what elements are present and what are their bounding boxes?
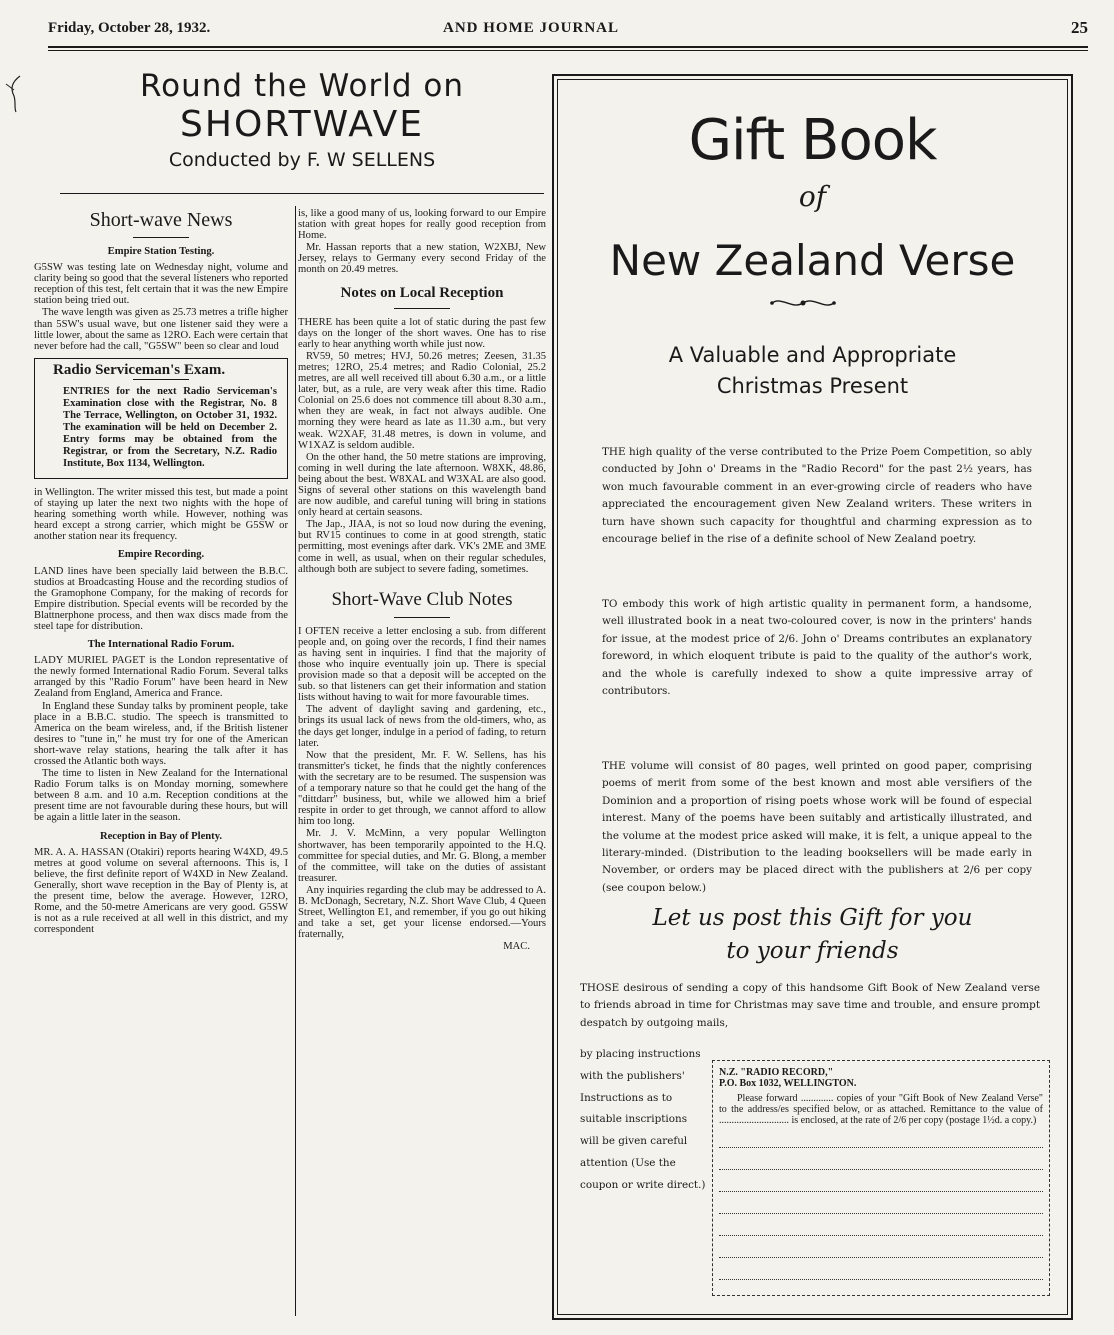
subhead-bay-of-plenty: Reception in Bay of Plenty. [99, 830, 223, 842]
column-2 [298, 208, 546, 953]
section-title-local: Notes on Local Reception [340, 284, 504, 301]
article-paragraph: The time to listen in New Zealand for the International Radio Forum talks is on Monday morning, somewhere between 8 a.m. and 10 a.m. Reception conditions at the present time are not favourable during these hours, but will be again a little later in the season. [34, 768, 288, 824]
ad-title-of: of [798, 180, 827, 213]
ad-callout [554, 902, 1071, 968]
column-1 [34, 204, 288, 936]
subhead-empire-recording: Empire Recording. [117, 549, 205, 561]
coupon-heading-2: P.O. Box 1032, WELLINGTON. [719, 1078, 857, 1089]
article-paragraph: On the other hand, the 50 metre stations are improving, coming in well during the late afternoon. W8XK, 48.86, being about the best. W8XAL and W3XAL are also good. Signs of several other stations on this wavelength band are now audible, and careful tuning will bring in stations only heard at certain seasons. [298, 451, 546, 519]
header-rule-thin [48, 50, 1088, 51]
article-paragraph: in Wellington. The writer missed this test, but made a point of staying up later the next two nights with the hope of hearing something worth while. However, nothing was heard except a strong carrier, which might be G5SW or another station near its frequency. [34, 486, 288, 543]
exam-notice-text: ENTRIES for the next Radio Serviceman's Examination close with the Registrar, No. 8 The Terrace, Wellington, on October 31, 1932. The examination will be held on December 2. Entry forms may be obtained from the Registrar, or from the Secretary, N.Z. Radio Institute, Box 1134, Wellington. [63, 385, 277, 469]
ad-callout-line-1: Let us post this Gift for you [652, 905, 973, 931]
article-paragraph: RV59, 50 metres; HVJ, 50.26 metres; Zeesen, 31.35 metres; 12RO, 25.4 metres; and Radio Colonial, 25.2 metres, are all well received till about 6.30 a.m., or a little later, but, as a rule, are very weak after this time. Radio Colonial on 25.6 does not commence till about 8.30 a.m., when they are weak, in fact not always audible. One morning they were heard as late as 11.30 a.m., but very weak. W2XAF, 31.48 metres, is down in volume, and W1XAZ is seldom audible. [298, 350, 546, 451]
ad-paragraph: THE high quality of the verse contributed to the Prize Poem Competition, so ably conducted by John o' Dreams in the "Radio Record" for the past 2½ years, has won much favourable comment in an ever-growing circle of readers who have appreciated the encouragement given New Zealand writers. These writers in turn have shown such capacity for thoughtful and charming expression as to encourage belief in the rise of a definite school of New Zealand poetry. [602, 446, 1032, 546]
article-paragraph: The wave length was given as 25.73 metres a trifle higher than 5SW's usual wave, but one listener said they were a little lower, about the same as 12RO. Each were certain that never before had the call, "G5SW" been so clear and loud [34, 307, 288, 352]
exam-notice-title: Radio Serviceman's Exam. [53, 361, 226, 378]
coupon-heading-1: N.Z. "RADIO RECORD," [719, 1067, 834, 1078]
coupon-address-line[interactable] [719, 1220, 1043, 1236]
divider [133, 237, 189, 238]
section-title-news: Short-wave News [89, 209, 233, 231]
article-paragraph: Now that the president, Mr. F. W. Sellens, has his transmitter's ticket, he finds that the nightly conferences with the secretary are to be resumed. The suspension was of a temporary nature so that he could get the hang of the "dittdarr" business, but, while we allowed him a brief respite in order to get through, we cannot afford to allow him too long. [298, 749, 546, 828]
page-header [48, 16, 1088, 42]
gift-book-advertisement [552, 74, 1073, 1320]
shortwave-banner [60, 66, 544, 171]
banner-line-1: Round the World on [140, 68, 464, 104]
article-paragraph: The advent of daylight saving and gardening, etc., brings its usual lack of news from the old-timers, who, as the days get longer, indulge in a period of fading, to return later. [298, 704, 546, 749]
article-paragraph: is, like a good many of us, looking forward to our Empire station with great hopes for really good reception from Home. [298, 208, 546, 242]
exam-notice-box [34, 358, 288, 479]
coupon-address-line[interactable] [719, 1154, 1043, 1170]
ad-title-nz-verse: New Zealand Verse [609, 236, 1016, 285]
article-paragraph: LADY MURIEL PAGET is the London representative of the newly formed International Radio Forum. Several talks arranged by this "Radio Forum" have been heard in New Zealand from England, America and France. [34, 655, 288, 700]
ad-callout-line-2: to your friends [726, 938, 899, 964]
ad-paragraph: THE volume will consist of 80 pages, well printed on good paper, comprising poems of merit from some of the best known and most able versifiers of the Dominion and a proportion of rising poets whose work will be found of especial interest. Many of the poems have been suitably and artistically illustrated, and the volume at the modest price asked will make, it is felt, a unique appeal to the literary-minded. (Distribution to the leading booksellers will be made early in November, or orders may be placed direct with the publishers at 2/6 per copy (see coupon below.) [602, 760, 1032, 894]
ad-subtitle-line-2: Christmas Present [716, 374, 909, 398]
journal-name: AND HOME JOURNAL [443, 20, 619, 36]
article-paragraph: In England these Sunday talks by prominent people, take place in a B.B.C. studio. The speech is transmitted to America on the beam wireless, and, if the British listener desires to "tune in," he must try for one of the American short-wave relay stations, hearing the talk after it has crossed the Atlantic both ways. [34, 700, 288, 767]
article-paragraph: Mr. Hassan reports that a new station, W2XBJ, New Jersey, relays to Germany every second Friday of the month on 20.49 metres. [298, 242, 546, 276]
section-title-club: Short-Wave Club Notes [331, 588, 513, 610]
page-number: 25 [1071, 18, 1088, 37]
subhead-radio-forum: The International Radio Forum. [87, 639, 235, 651]
article-paragraph: I OFTEN receive a letter enclosing a sub. from different people and, on going over the records, I find their names as having sent in inquiries. I find that the majority of those who inquire eventually join up. There is special provision made so that a deposit will be accepted on the sub. so that listeners can get their information and station lists without having to wait for more favourable times. [298, 625, 546, 704]
coupon-address-line[interactable] [719, 1176, 1043, 1192]
coupon-address-line[interactable] [719, 1242, 1043, 1258]
ad-subtitle-line-1: A Valuable and Appropriate [668, 343, 957, 367]
article-paragraph: The Jap., JIAA, is not so loud now during the evening, but RV15 continues to come in at good strength, static permitting, most evenings after dark. VK's 2ME and 3ME come in well, as usual, when on their regular schedules, although both are subject to severe fading, sometimes. [298, 519, 546, 575]
order-coupon[interactable] [712, 1060, 1050, 1296]
article-paragraph: LAND lines have been specially laid between the B.B.C. studios at Broadcasting House and the recording studios of the Gramophone Company, for the making of records for Empire distribution. Special events will be recorded by the Blattnerphone process, and then wax discs made from the steel tape for distribution. [34, 565, 288, 632]
page-margin-mark [4, 74, 22, 114]
article-paragraph: Any inquiries regarding the club may be addressed to A. B. McDonagh, Secretary, N.Z. Short Wave Club, 4 Queen Street, Wellington E1, and remember, if you go out hiking and take a set, get your license endorsed.—Yours fraternally, [298, 884, 546, 941]
ad-subtitle [554, 340, 1071, 402]
ad-paragraph: THOSE desirous of sending a copy of this handsome Gift Book of New Zealand verse to friends abroad in time for Christmas may save time and trouble, and ensure prompt despatch by outgoing mails, [580, 982, 1040, 1029]
subhead-empire-station: Empire Station Testing. [107, 246, 215, 257]
banner-rule [60, 193, 544, 194]
coupon-address-line[interactable] [719, 1132, 1043, 1148]
divider [394, 308, 450, 309]
ad-instructions: by placing instructions with the publishers' Instructions as to suitable inscriptions will be given careful attention (Use the coupon or write direct.) [580, 1048, 706, 1191]
ad-paragraph: TO embody this work of high artistic quality in permanent form, a handsome, well illustrated book in a neat two-coloured cover, is now in the printers' hands for issue, at the modest price of 2/6. John o' Dreams contributes an explanatory foreword, in which eloquent tribute is paid to the quality of the author's work, and the whole is carefully indexed to show a quite impressive array of contributors. [602, 598, 1032, 698]
article-paragraph: G5SW was testing late on Wednesday night, volume and clarity being so good that the several listeners who reported reception of this test, felt certain that it was the new Empire station being tried out. [34, 262, 288, 307]
signature: MAC. [503, 941, 530, 953]
ad-title-gift-book: Gift Book [688, 108, 937, 173]
banner-line-2: SHORTWAVE [180, 104, 424, 145]
article-paragraph: Mr. J. V. McMinn, a very popular Wellington shortwaver, has been temporarily appointed to the H.Q. committee for special duties, and Mr. G. Blong, a member of the committee, will take on the duties of assistant treasurer. [298, 828, 546, 884]
banner-byline: Conducted by F. W SELLENS [168, 149, 436, 171]
divider [133, 379, 189, 380]
column-rule [295, 206, 296, 1316]
header-rule [48, 46, 1088, 48]
ornament-icon [768, 296, 838, 310]
coupon-address-line[interactable] [719, 1198, 1043, 1214]
divider [394, 617, 450, 618]
coupon-body: Please forward ............. copies of your "Gift Book of New Zealand Verse" to the address/es specified below, or as attached. Remittance to the value of ............................ is enclosed, at the rate of 2/6 per copy (postage 1½d. a copy.) [719, 1093, 1043, 1126]
article-paragraph: MR. A. A. HASSAN (Otakiri) reports hearing W4XD, 49.5 metres at good volume on several afternoons. This is, I believe, the first definite report of W4XD in New Zealand. Generally, short wave reception in the Bay of Plenty is, at the present time, below the average. However, 12RO, Rome, and the 50-metre Americans are very good. G5SW is not as a rule received at all well in this district, and my correspondent [34, 846, 288, 936]
issue-date: Friday, October 28, 1932. [48, 20, 211, 36]
article-paragraph: THERE has been quite a lot of static during the past few days on the longer of the short waves. One has to rise early to hear anything worth while just now. [298, 316, 546, 350]
coupon-address-line[interactable] [719, 1264, 1043, 1280]
